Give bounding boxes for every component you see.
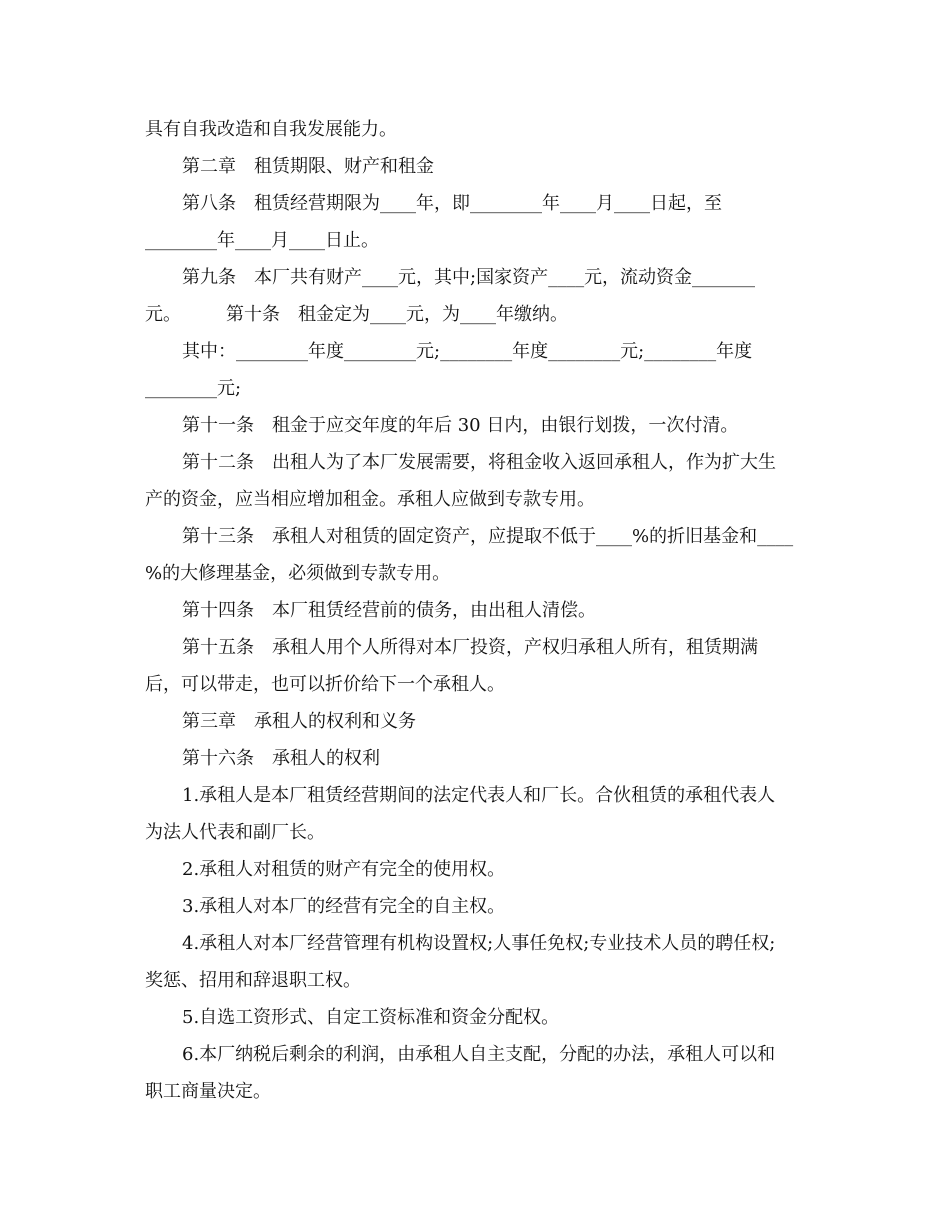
paragraph-line: 后，可以带走，也可以折价给下一个承租人。	[145, 674, 505, 695]
paragraph-line: 第九条 本厂共有财产____元，其中;国家资产____元，流动资金_______	[182, 267, 756, 288]
list-item-line: 职工商量决定。	[145, 1081, 271, 1102]
paragraph-line: 第十一条 租金于应交年度的年后 30 日内，由银行划拨，一次付清。	[182, 415, 739, 436]
list-item-line: 奖惩、招用和辞退职工权。	[145, 970, 361, 991]
paragraph-line: 第十三条 承租人对租赁的固定资产，应提取不低于____%的折旧基金和____	[182, 526, 794, 547]
list-item-line: 4.承租人对本厂经营管理有机构设置权;人事任免权;专业技术人员的聘任权;	[182, 933, 776, 954]
paragraph-line: 产的资金，应当相应增加租金。承租人应做到专款专用。	[145, 489, 595, 510]
paragraph-line: 其中：________年度________元;________年度________元;________年度	[182, 341, 753, 362]
list-item-line: 2.承租人对租赁的财产有完全的使用权。	[182, 859, 506, 880]
article-heading: 第十六条 承租人的权利	[182, 748, 380, 769]
list-item-line: 1.承租人是本厂租赁经营期间的法定代表人和厂长。合伙租赁的承租代表人	[182, 785, 776, 806]
paragraph-line: 第十二条 出租人为了本厂发展需要，将租金收入返回承租人，作为扩大生	[182, 452, 776, 473]
paragraph-line: 第十五条 承租人用个人所得对本厂投资，产权归承租人所有，租赁期满	[182, 637, 758, 658]
list-item-line: 5.自选工资形式、自定工资标准和资金分配权。	[182, 1007, 560, 1028]
chapter-heading: 第二章 租赁期限、财产和租金	[182, 156, 434, 177]
paragraph-line: 第十四条 本厂租赁经营前的债务，由出租人清偿。	[182, 600, 596, 621]
paragraph-line: ________元;	[145, 378, 242, 399]
paragraph-line: ________年____月____日止。	[145, 230, 379, 251]
list-item-line: 6.本厂纳税后剩余的利润，由承租人自主支配，分配的办法，承租人可以和	[182, 1044, 776, 1065]
chapter-heading: 第三章 承租人的权利和义务	[182, 711, 416, 732]
list-item-line: 为法人代表和副厂长。	[145, 822, 325, 843]
paragraph-line: %的大修理基金，必须做到专款专用。	[145, 563, 451, 584]
paragraph-line: 元。 第十条 租金定为____元，为____年缴纳。	[145, 304, 568, 325]
paragraph-line: 第八条 租赁经营期限为____年，即________年____月____日起，至	[182, 193, 722, 214]
paragraph-line: 具有自我改造和自我发展能力。	[145, 119, 397, 140]
list-item-line: 3.承租人对本厂的经营有完全的自主权。	[182, 896, 506, 917]
